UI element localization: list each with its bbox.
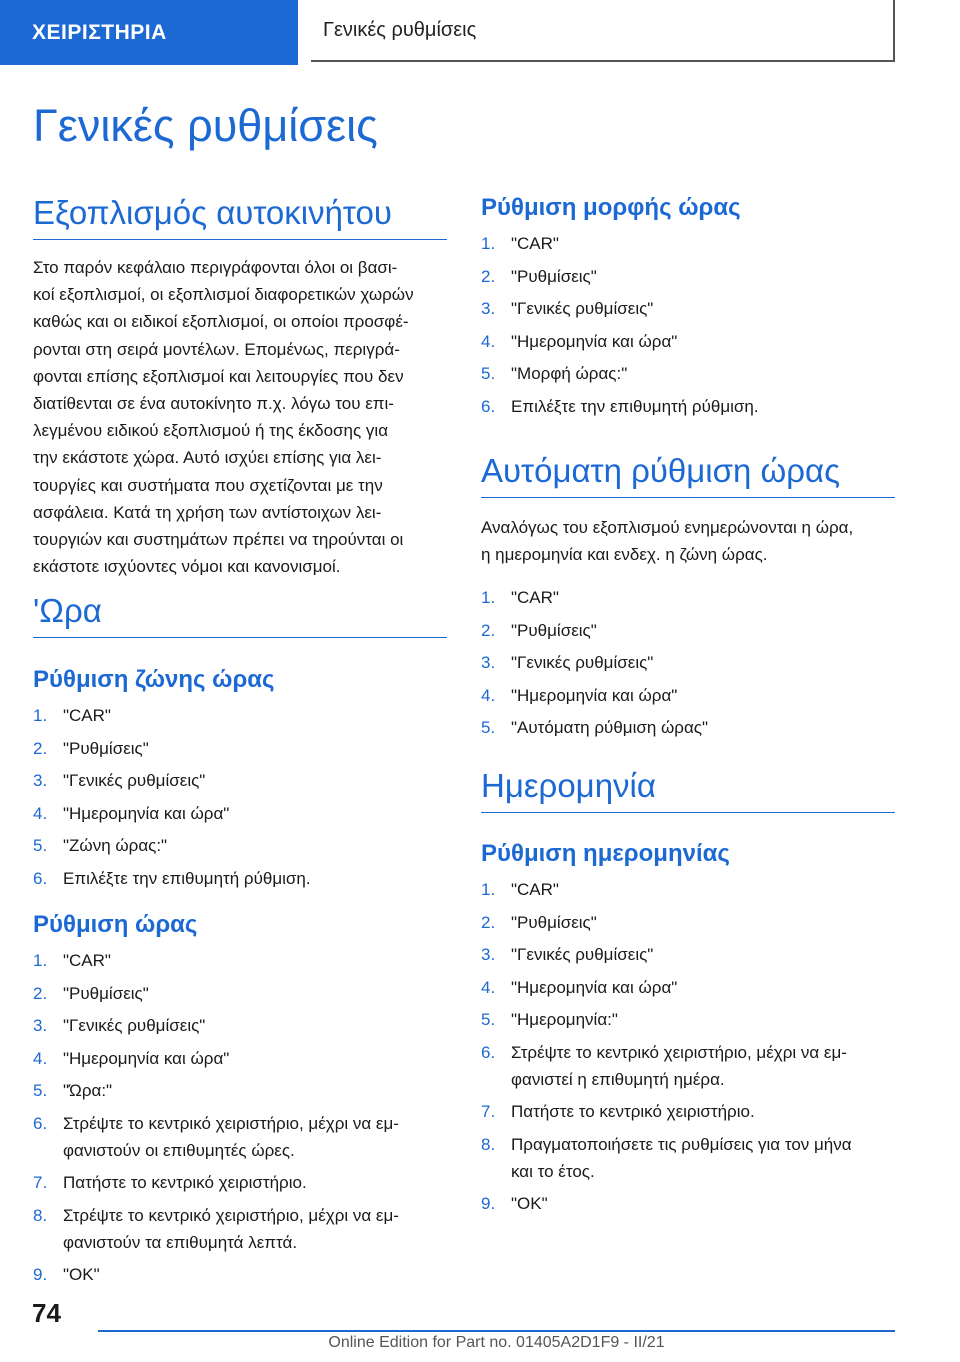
text-line: Στο παρόν κεφάλαιο περιγράφονται όλοι οι βασι-: [33, 258, 398, 277]
step-item: [481, 1098, 895, 1125]
step-item: [481, 909, 895, 936]
step-text: Στρέψτε το κεντρικό χειριστήριο, μέχρι να εμ-: [63, 1205, 399, 1225]
step-number: 8.: [33, 1205, 48, 1225]
step-item: [33, 1077, 447, 1104]
step-item: [33, 1169, 447, 1196]
format-heading: Ρύθμιση μορφής ώρας: [481, 194, 741, 221]
step-item: [481, 1039, 895, 1093]
step-text: Πατήστε το κεντρικό χειριστήριο.: [63, 1173, 307, 1192]
step-text: φανιστεί η επιθυμητή ημέρα.: [511, 1069, 725, 1089]
step-item: [33, 947, 447, 974]
step-number: 4.: [33, 803, 48, 823]
step-text: "Αυτόματη ρύθμιση ώρας": [511, 718, 709, 738]
step-number: 5.: [481, 364, 496, 383]
step-item: [33, 832, 447, 859]
set-date-steps: [481, 876, 895, 1217]
step-text: "Μορφή ώρας:": [511, 364, 628, 383]
auto-time-steps: [481, 584, 895, 741]
step-item: [481, 617, 895, 644]
step-item: [33, 800, 447, 827]
step-number: 6.: [481, 1042, 496, 1062]
text-line: την εκάστοτε χώρα. Αυτό ισχύει επίσης για λει-: [33, 448, 382, 468]
step-item: [481, 941, 895, 968]
step-text: "Ρυθμίσεις": [63, 983, 149, 1003]
step-number: 1.: [33, 706, 48, 725]
page-title: Γενικές ρυθμίσεις: [33, 100, 378, 151]
text-line: καθώς και οι ειδικοί εξοπλισμοί, οι οποίοι προσφέ-: [33, 312, 409, 332]
date-section: [481, 767, 895, 813]
step-number: 8.: [481, 1134, 496, 1154]
step-text: Επιλέξτε την επιθυμητή ρύθμιση.: [63, 868, 311, 888]
step-text: "Ρυθμίσεις": [511, 620, 597, 640]
step-text: "OK": [63, 1265, 100, 1284]
step-number: 3.: [481, 653, 496, 673]
step-item: [33, 702, 447, 729]
page-number: 74: [32, 1298, 61, 1328]
step-number: 4.: [33, 1048, 48, 1068]
equipment-text: [33, 254, 447, 580]
step-number: 2.: [33, 983, 48, 1003]
section-tab[interactable]: Γενικές ρυθμίσεις: [311, 0, 895, 62]
step-number: 9.: [481, 1194, 496, 1213]
step-item: [481, 328, 895, 355]
step-item: [33, 1012, 447, 1039]
text-line: φονται επίσης εξοπλισμοί και λειτουργίες που δεν: [33, 366, 404, 386]
step-number: 6.: [33, 1113, 48, 1133]
auto-time-text: [481, 514, 895, 568]
step-number: 3.: [33, 771, 48, 790]
step-text: "CAR": [511, 234, 559, 253]
step-number: 1.: [481, 234, 496, 253]
step-number: 6.: [33, 868, 48, 888]
step-text: Επιλέξτε την επιθυμητή ρύθμιση.: [511, 396, 759, 416]
step-item: [481, 1190, 895, 1217]
step-item: [481, 714, 895, 741]
step-item: [33, 865, 447, 892]
step-text: "Γενικές ρυθμίσεις": [63, 1016, 206, 1035]
step-text: "Γενικές ρυθμίσεις": [511, 653, 654, 673]
step-text: "Ρυθμίσεις": [63, 738, 149, 758]
footer-edition: Online Edition for Part no. 01405A2D1F9 - II/21: [328, 1334, 665, 1351]
step-text: "OK": [511, 1194, 548, 1213]
step-item: [33, 1110, 447, 1164]
step-text: φανιστούν τα επιθυμητά λεπτά.: [63, 1232, 298, 1252]
step-number: 5.: [481, 1010, 496, 1029]
zone-heading: Ρύθμιση ζώνης ώρας: [33, 666, 275, 693]
step-item: [33, 980, 447, 1007]
step-number: 4.: [481, 977, 496, 997]
step-item: [481, 649, 895, 676]
step-item: [33, 1202, 447, 1256]
step-item: [481, 393, 895, 420]
step-item: [481, 295, 895, 322]
step-item: [481, 360, 895, 387]
time-section: [33, 592, 447, 638]
step-number: 3.: [481, 945, 496, 964]
step-text: "Ημερομηνία και ώρα": [511, 977, 678, 997]
step-item: [481, 263, 895, 290]
step-text: Στρέψτε το κεντρικό χειριστήριο, μέχρι να εμ-: [63, 1113, 399, 1133]
step-text: "Ρυθμίσεις": [511, 912, 597, 932]
set-date-heading: Ρύθμιση ημερομηνίας: [481, 840, 730, 867]
text-line: τουργίες και συστήματα που σχετίζονται με την: [33, 475, 383, 495]
step-text: φανιστούν οι επιθυμητές ώρες.: [63, 1140, 295, 1160]
step-number: 3.: [33, 1016, 48, 1035]
step-item: [33, 767, 447, 794]
zone-section: [33, 666, 447, 892]
step-text: "Γενικές ρυθμίσεις": [511, 945, 654, 964]
step-text: "Ημερομηνία και ώρα": [511, 331, 678, 351]
text-line: λεγμένου ειδικού εξοπλισμού ή της έκδοσης για: [33, 421, 389, 441]
step-number: 1.: [481, 588, 496, 608]
step-text: "Ημερομηνία και ώρα": [63, 803, 230, 823]
chapter-tab[interactable]: ΧΕΙΡΙΣΤΗΡΙΑ: [0, 0, 298, 65]
date-heading: Ημερομηνία: [481, 767, 895, 813]
step-number: 4.: [481, 685, 496, 705]
step-number: 1.: [481, 880, 496, 899]
step-item: [481, 584, 895, 611]
step-item: [481, 682, 895, 709]
step-number: 2.: [481, 912, 496, 932]
step-text: "Γενικές ρυθμίσεις": [511, 299, 654, 318]
step-number: 9.: [33, 1265, 48, 1284]
text-line: κοί εξοπλισμοί, οι εξοπλισμοί διαφορετικών χωρών: [33, 285, 414, 305]
format-section: [481, 194, 895, 420]
format-steps: [481, 230, 895, 420]
step-number: 6.: [481, 396, 496, 416]
step-number: 7.: [33, 1173, 48, 1192]
step-text: "CAR": [511, 588, 559, 608]
text-line: διατίθενται σε ένα αυτοκίνητο π.χ. λόγω του επι-: [33, 394, 394, 414]
set-date-section: [481, 840, 895, 1217]
step-text: "Ώρα:": [63, 1081, 113, 1100]
step-item: [481, 876, 895, 903]
step-text: "CAR": [63, 706, 111, 725]
step-text: "Ημερομηνία και ώρα": [511, 685, 678, 705]
step-item: [33, 1261, 447, 1288]
equipment-heading: Εξοπλισμός αυτοκινήτου: [33, 194, 447, 240]
text-line: ασφάλεια. Κατά τη χρήση των αντίστοιχων λει-: [33, 502, 382, 522]
step-text: και το έτος.: [511, 1161, 595, 1181]
footer-rule: [98, 1330, 895, 1332]
text-line: εκάστοτε ισχύοντες νόμοι και κανονισμοί.: [33, 557, 341, 577]
step-number: 4.: [481, 331, 496, 351]
step-item: [481, 1006, 895, 1033]
equipment-section: [33, 194, 447, 580]
step-text: "CAR": [511, 880, 559, 899]
step-number: 3.: [481, 299, 496, 318]
step-item: [481, 1131, 895, 1185]
step-number: 5.: [481, 718, 496, 738]
step-text: Στρέψτε το κεντρικό χειριστήριο, μέχρι να εμ-: [511, 1042, 847, 1062]
text-line: ρονται στη σειρά μοντέλων. Επομένως, περιγρά-: [33, 339, 400, 359]
time-heading: 'Ωρα: [33, 592, 447, 638]
text-line: Αναλόγως του εξοπλισμού ενημερώνονται η ώρα,: [481, 518, 854, 537]
step-number: 2.: [481, 620, 496, 640]
page-header: [0, 0, 960, 65]
step-number: 1.: [33, 951, 48, 970]
step-text: "Ζώνη ώρας:": [63, 836, 168, 855]
step-number: 5.: [33, 1081, 48, 1100]
step-number: 2.: [33, 738, 48, 758]
text-line: η ημερομηνία και ενδεχ. η ζώνη ώρας.: [481, 545, 768, 565]
step-item: [33, 1045, 447, 1072]
step-number: 7.: [481, 1102, 496, 1121]
step-text: "CAR": [63, 951, 111, 970]
step-text: Πατήστε το κεντρικό χειριστήριο.: [511, 1102, 755, 1121]
zone-steps: [33, 702, 447, 892]
step-text: Πραγματοποιήσετε τις ρυθμίσεις για τον μήνα: [511, 1134, 852, 1154]
step-text: "Ρυθμίσεις": [511, 266, 597, 286]
step-item: [481, 974, 895, 1001]
auto-time-heading: Αυτόματη ρύθμιση ώρας: [481, 452, 895, 498]
text-line: τουργιών και συστημάτων πρέπει να τηρούνται οι: [33, 530, 404, 550]
set-time-heading: Ρύθμιση ώρας: [33, 911, 198, 938]
step-number: 2.: [481, 266, 496, 286]
step-item: [33, 735, 447, 762]
set-time-steps: [33, 947, 447, 1288]
step-text: "Ημερομηνία και ώρα": [63, 1048, 230, 1068]
step-text: "Ημερομηνία:": [511, 1010, 618, 1029]
step-text: "Γενικές ρυθμίσεις": [63, 771, 206, 790]
step-item: [481, 230, 895, 257]
step-number: 5.: [33, 836, 48, 855]
auto-time-section: [481, 452, 895, 741]
set-time-section: [33, 911, 447, 1288]
